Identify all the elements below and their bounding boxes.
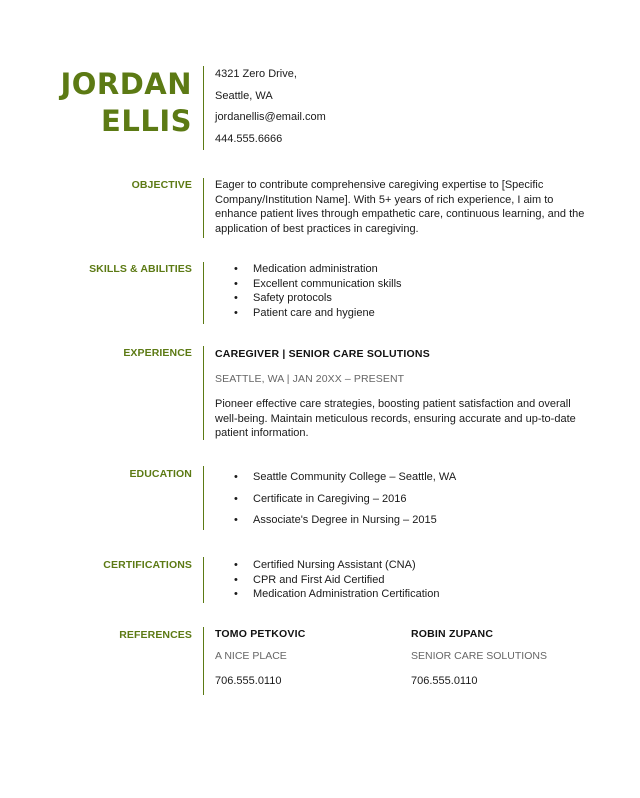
experience-label: EXPERIENCE [123,347,192,359]
list-item: • Safety protocols [232,291,402,306]
reference-company: SENIOR CARE SOLUTIONS [411,650,547,662]
address-line-1: 4321 Zero Drive, [215,68,297,80]
last-name: ELLIS [101,104,192,138]
education-divider [203,466,204,530]
references-divider [203,627,204,695]
list-item: • Seattle Community College – Seattle, WA [232,467,456,489]
first-name: JORDAN [60,67,192,101]
reference-2 [411,628,591,687]
contact-info [215,64,326,150]
phone: 444.555.6666 [215,132,283,145]
objective-label: OBJECTIVE [131,179,192,191]
candidate-name [40,66,192,140]
reference-name: TOMO PETKOVIC [215,628,306,640]
list-item: • Medication administration [232,262,402,277]
education-list [232,467,456,532]
education-label: EDUCATION [129,468,192,480]
references-label: REFERENCES [119,629,192,641]
experience-divider [203,346,204,440]
certifications-list [232,558,439,602]
objective-text: Eager to contribute comprehensive caregiving expertise to [Specific Company/Institution Name]. With 5+ years of rich experience, I aim to enhance patient lives through empathetic care, continuous learning, and the application of best practices in caregiving. [215,179,585,235]
skills-label: SKILLS & ABILITIES [89,263,192,275]
job-title: CAREGIVER | SENIOR CARE SOLUTIONS [215,348,430,360]
list-item: • CPR and First Aid Certified [232,573,439,588]
list-item: • Medication Administration Certification [232,587,439,602]
reference-company: A NICE PLACE [215,650,287,662]
skills-divider [203,262,204,324]
reference-name: ROBIN ZUPANC [411,628,494,640]
job-description: Pioneer effective care strategies, boosting patient satisfaction and overall well-being. Maintain meticulous records, ensuring accurate and up-to-date patient information. [215,398,576,439]
certifications-label: CERTIFICATIONS [103,559,192,571]
job-meta: SEATTLE, WA | JAN 20XX – PRESENT [215,373,405,385]
list-item: • Associate's Degree in Nursing – 2015 [232,510,456,532]
reference-phone: 706.555.0110 [215,675,282,687]
list-item: • Excellent communication skills [232,277,402,292]
reference-phone: 706.555.0110 [411,675,478,687]
reference-1 [215,628,395,687]
list-item: • Certified Nursing Assistant (CNA) [232,558,439,573]
skills-list [232,262,402,320]
header-divider [203,66,204,150]
list-item: • Certificate in Caregiving – 2016 [232,489,456,511]
objective-divider [203,178,204,238]
list-item: • Patient care and hygiene [232,306,402,321]
email: jordanellis@email.com [215,111,326,123]
certifications-divider [203,557,204,603]
address-line-2: Seattle, WA [215,89,273,102]
